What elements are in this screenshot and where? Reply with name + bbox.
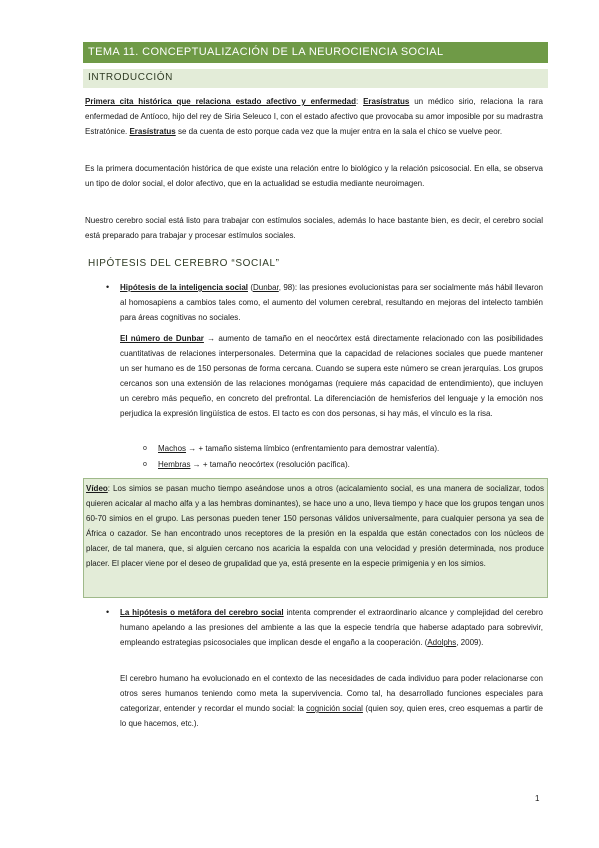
bullet-marker: •	[106, 282, 110, 292]
intro-lead: Primera cita histórica que relaciona estado afectivo y enfermedad	[85, 97, 356, 106]
author-dunbar: Dunbar	[252, 283, 279, 292]
intro-paragraph-1: Primera cita histórica que relaciona estado afectivo y enfermedad: Erasístratus un médico sirio, relaciona la rara enfermedad de Antíoco, hijo del rey de Siria Seleuco I, con el estado afectivo que provocaba su amor imposible por su madrastra Estratónice. Erasístratus se da cuenta de esto porque cada vez que la mujer entra en la sala el chico se vuelve peor.	[85, 97, 543, 136]
final-paragraph: El cerebro humano ha evolucionado en el contexto de las necesidades de cada individuo para poder relacionarse con otros seres humanos teniendo como meta la supervivencia. Como tal, ha desarrollado funciones especiales para categorizar, entender y recordar el mundo social: la cognición social (quien soy, quien eres, creo esquemas a partir de lo que hacemos, etc.).	[120, 674, 544, 728]
intro-paragraph-2: Es la primera documentación histórica de que existe una relación entre lo biológico y la relación psicosocial. En ella, se observa un tipo de dolor social, el dolor afectivo, que en la actualidad se estudia mediante neuroimagen.	[85, 164, 543, 188]
sub-item-machos: Machos → + tamaño sistema límbico (enfrentamiento para demostrar valentía).	[158, 444, 440, 453]
document-title: TEMA 11. CONCEPTUALIZACIÓN DE LA NEUROCIENCIA SOCIAL	[83, 42, 548, 63]
name-erasistratus-2: Erasístratus	[129, 127, 176, 136]
bullet-hipotesis-inteligencia-social: Hipótesis de la inteligencia social (Dunbar, 98): las presiones evolucionistas para ser socialmente más hábil llevaron al homosapiens a cambios tales como, el aumento del volumen cerebral, resultando en mejoras del intelecto también para áreas cognitivas no sociales.	[120, 283, 543, 322]
bullet-lead: La hipótesis o metáfora del cerebro social	[120, 608, 284, 617]
dunbar-lead: El número de Dunbar	[120, 334, 204, 343]
dunbar-number-paragraph: El número de Dunbar → aumento de tamaño en el neocórtex está directamente relacionado con las posibilidades cuantitativas de relaciones interpersonales. Determina que la capacidad de relaciones sociales que puede mantener un ser humano es de 150 personas de forma cercana. Cuando se supera este número se crean jerarquías. Los grupos cercanos son una extensión de las relaciones monógamas (requiere más capacidad de entendimiento), que incluyen un cerebro más pequeño, en concreto del prefrontal. La diferenciación de hemisferios del lenguaje y la emoción nos perjudica la expresión lingüística de estos. El tacto es con dos personas, si hay más, el vínculo es la risa.	[120, 334, 543, 418]
sub-item-hembras: Hembras → + tamaño neocórtex (resolución pacífica).	[158, 460, 350, 469]
bullet-marker: •	[106, 607, 110, 617]
page-number: 1	[535, 794, 540, 803]
sub-bullet-marker: o	[143, 461, 147, 468]
section-heading-introduccion: INTRODUCCIÓN	[83, 69, 548, 88]
video-callout-text: Vídeo: Los simios se pasan mucho tiempo aseándose unos a otros (acicalamiento social, es una manera de socializar, todos quieren acicalar al macho alfa y a las hembras dominantes), se hace uno a uno, lleva tiempo y hace que los grupos tengan unos 60-70 simios en el grupo. Las personas pueden tener 150 personas válidos universalmente, para cualquier persona ya sea de África o cazador. Se han encontrado unos receptores de la presión en la espalda que están conectados con los núcleos de placer, de tal manera, que, si alguien cercano nos acaricia la espalda con una velocidad y presión determinada, nos produce placer. El placer viene por el deseo de grupalidad que ya, está presente en la especie primigenia y en los simios.	[86, 484, 544, 568]
name-erasistratus: Erasístratus	[363, 97, 410, 106]
bullet-metafora-cerebro-social: La hipótesis o metáfora del cerebro social intenta comprender el extraordinario alcance y complejidad del cerebro humano apelando a las presiones del ambiente a las que la especie tendría que haberse adaptado para sobrevivir, empleando estrategias psicosociales que implican desde el engaño a la cooperación. (Adolphs, 2009).	[120, 608, 543, 647]
bullet-lead: Hipótesis de la inteligencia social	[120, 283, 248, 292]
intro-paragraph-3: Nuestro cerebro social está listo para trabajar con estímulos sociales, además lo hace bastante bien, es decir, el cerebro social está preparado para trabajar y procesar estímulos sociales.	[85, 216, 543, 240]
section-heading-hipotesis: HIPÓTESIS DEL CEREBRO “SOCIAL”	[88, 258, 280, 269]
cognicion-social-term: cognición social	[306, 704, 363, 713]
sub-bullet-marker: o	[143, 445, 147, 452]
author-adolphs: Adolphs	[427, 638, 457, 647]
video-label: Vídeo	[86, 484, 108, 493]
